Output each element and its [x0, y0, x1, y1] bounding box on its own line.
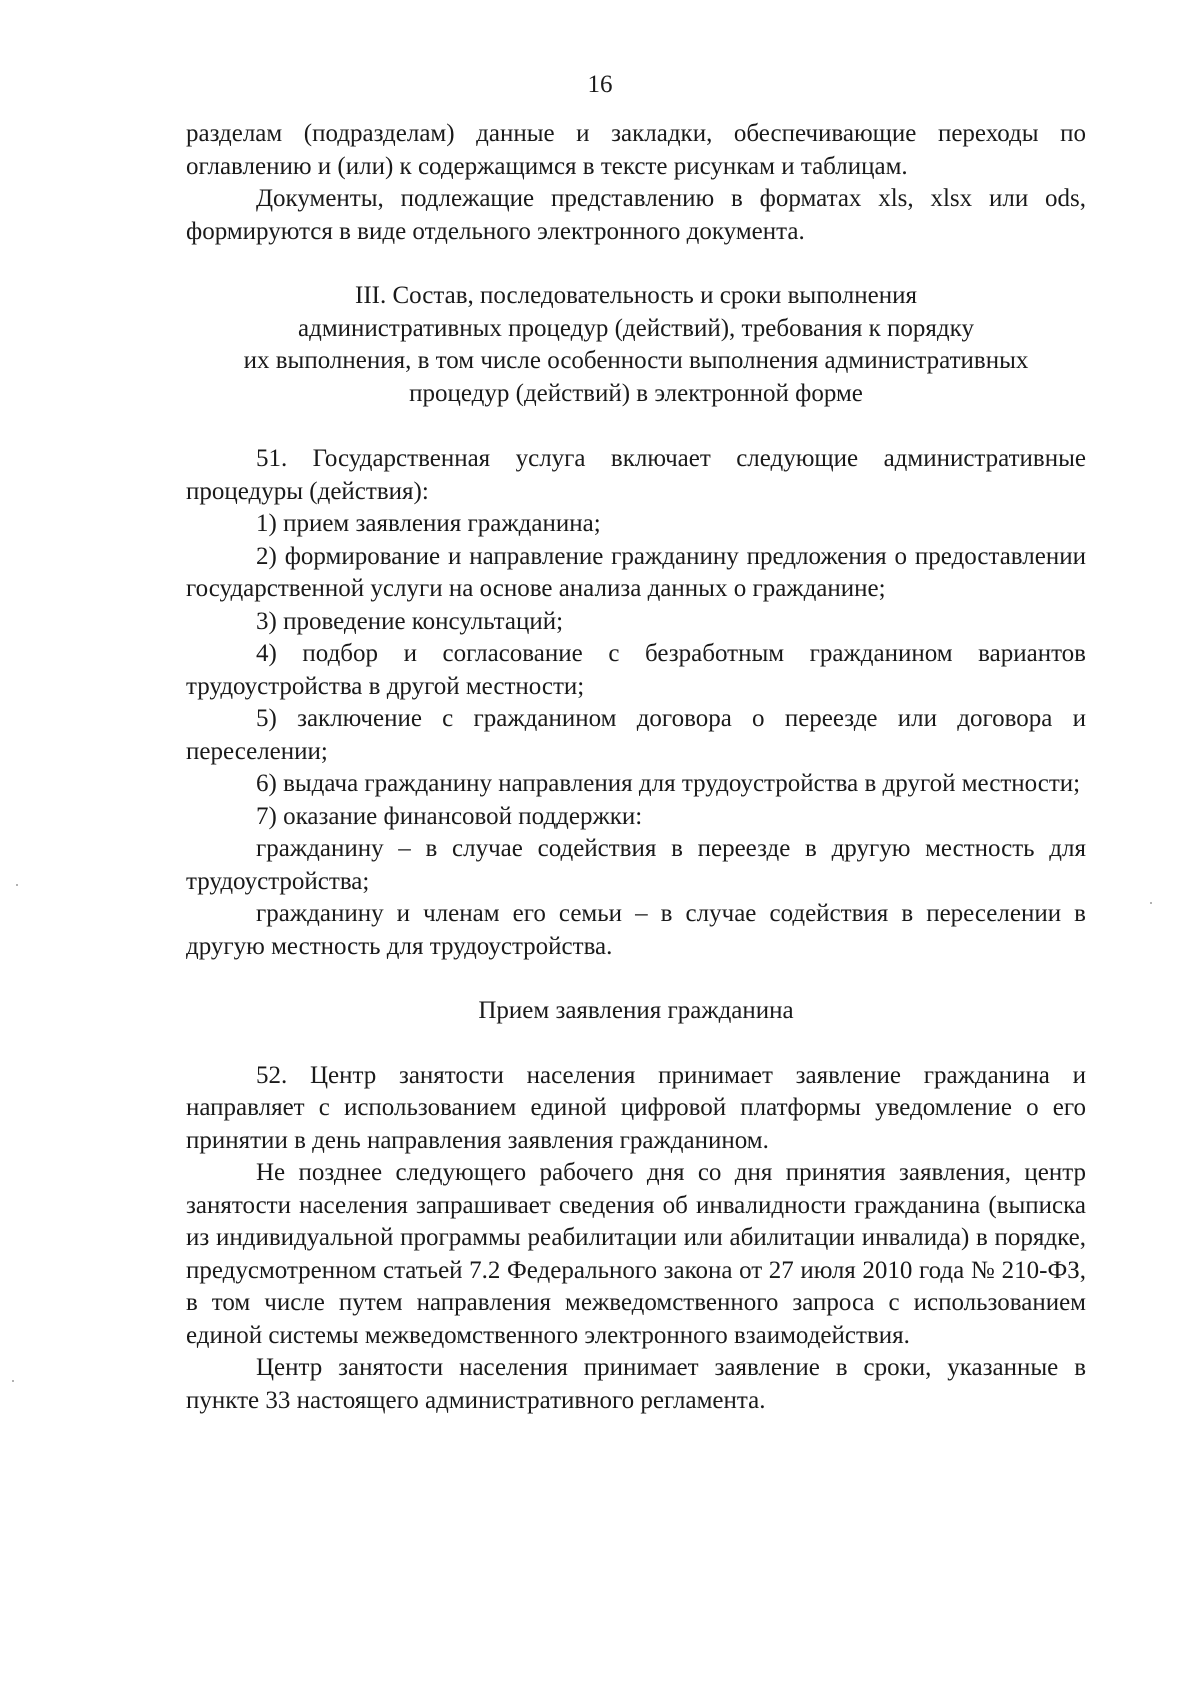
item-51-intro: 51. Государственная услуга включает следующие административные процедуры (действия): [186, 445, 1086, 505]
section-heading-line: их выполнения, в том числе особенности выполнения административных [243, 347, 1029, 374]
item-52-paragraph: 52. Центр занятости населения принимает заявление гражданина и направляет с использованием единой цифровой платформы уведомление о его принятии в день направления заявления гражданином. [186, 1061, 1086, 1154]
list-item: 5) заключение с гражданином договора о переезде или договора и переселении; [186, 705, 1086, 765]
list-item: гражданину и членам его семьи – в случае содействия в переселении в другую местность для трудоустройства. [186, 900, 1086, 960]
scan-speck [12, 1380, 14, 1382]
section-heading-line: административных процедур (действий), требования к порядку [298, 314, 974, 342]
list-item: 2) формирование и направление гражданину предложения о предоставлении государственной услуги на основе анализа данных о гражданине; [186, 542, 1086, 602]
item-52-paragraph: Центр занятости населения принимает заявление в сроки, указанные в пункте 33 настоящего административного регламента. [186, 1354, 1086, 1414]
list-item: 7) оказание финансовой поддержки: [256, 802, 643, 830]
page-number: 16 [587, 71, 613, 98]
scan-speck [1150, 902, 1152, 904]
list-item: 3) проведение консультаций; [256, 607, 564, 635]
scan-speck [16, 884, 18, 886]
subheading: Прием заявления гражданина [478, 997, 794, 1024]
list-item: 6) выдача гражданину направления для трудоустройства в другой местности; [256, 770, 1081, 797]
intro-paragraph-formats: Документы, подлежащие представлению в форматах xls, xlsx или ods, формируются в виде отдельного электронного документа. [186, 185, 1086, 245]
document-body [186, 118, 1086, 1417]
item-52-paragraph: Не позднее следующего рабочего дня со дня принятия заявления, центр занятости населения запрашивает сведения об инвалидности гражданина (выписка из индивидуальной программы реабилитации или абилитации инвалида) в порядке, предусмотренном статьей 7.2 Федерального закона от 27 июля 2010 года № 210-ФЗ, в том числе путем направления межведомственного запроса с использованием единой системы межведомственного электронного взаимодействия. [186, 1159, 1086, 1349]
section-heading-line: процедур (действий) в электронной форме [409, 379, 863, 407]
section-heading-line: III. Состав, последовательность и сроки выполнения [355, 282, 917, 309]
list-item: гражданину – в случае содействия в переезде в другую местность для трудоустройства; [186, 835, 1086, 895]
list-item: 1) прием заявления гражданина; [256, 510, 601, 537]
list-item: 4) подбор и согласование с безработным гражданином вариантов трудоустройства в другой местности; [186, 640, 1086, 700]
section-heading [186, 280, 1086, 410]
intro-paragraph-continuation: разделам (подразделам) данные и закладки, обеспечивающие переходы по оглавлению и (или) к содержащимся в тексте рисункам и таблицам. [186, 120, 1086, 180]
